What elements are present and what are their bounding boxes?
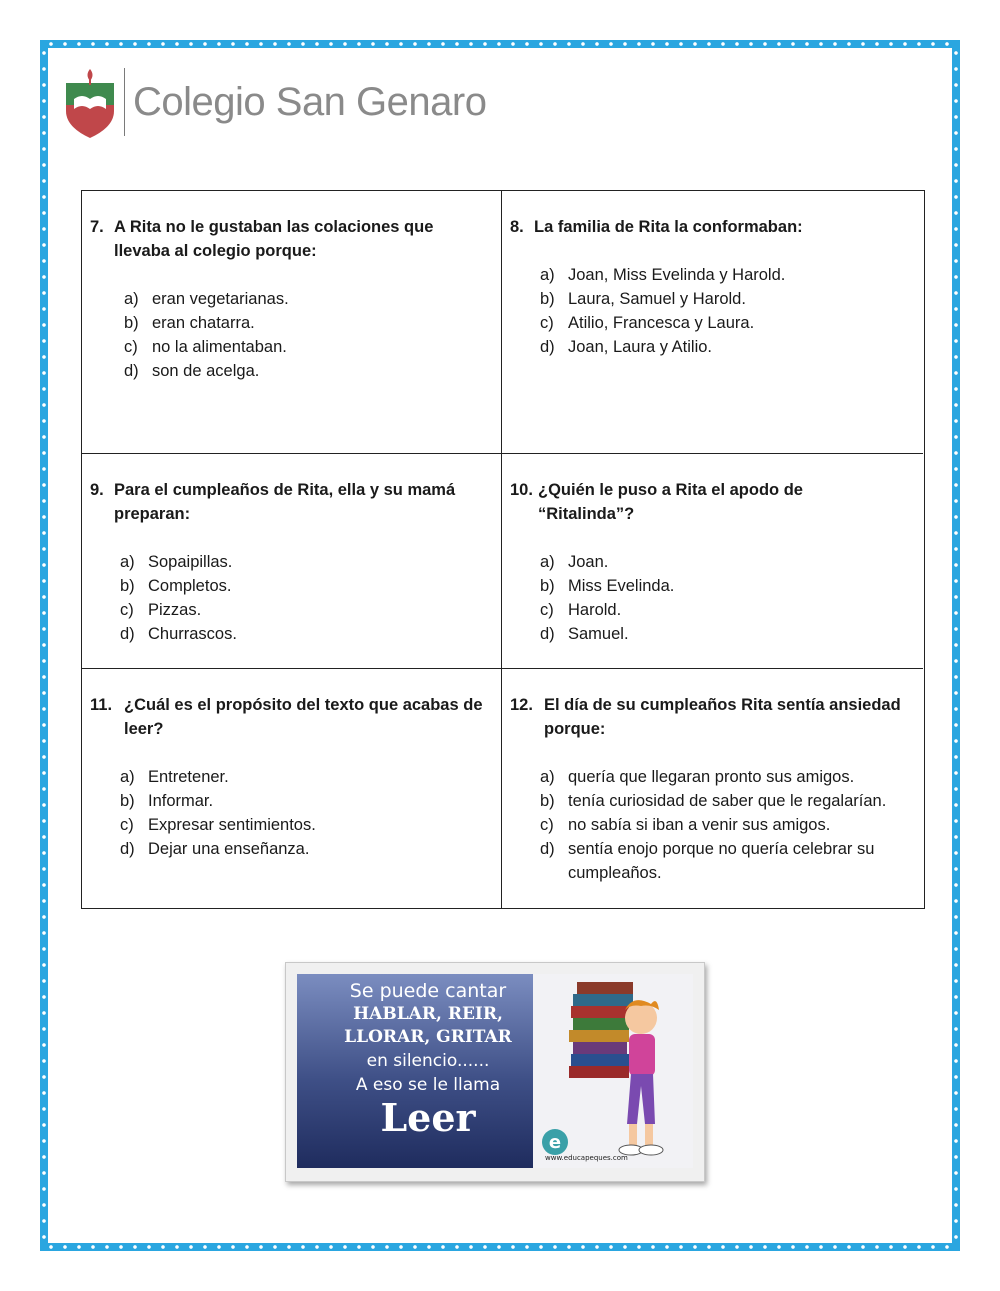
- answer-option[interactable]: [120, 598, 493, 622]
- svg-text:e: e: [548, 1132, 562, 1153]
- option-letter: c): [120, 601, 134, 619]
- questions-table: [81, 190, 925, 909]
- question-text: ¿Quién le puso a Rita el apodo de “Ritalinda”?: [538, 481, 803, 523]
- question-text: Para el cumpleaños de Rita, ella y su mamá preparan:: [114, 481, 456, 523]
- option-text: Dejar una enseñanza.: [148, 840, 310, 858]
- poster-line: Se puede cantar: [349, 980, 507, 1002]
- option-letter: c): [120, 816, 134, 834]
- option-text: Joan, Laura y Atilio.: [568, 338, 713, 356]
- option-letter: b): [540, 792, 555, 810]
- question-number: 12.: [510, 696, 533, 714]
- option-text: son de acelga.: [152, 362, 260, 380]
- answer-option[interactable]: [540, 550, 915, 574]
- answer-option[interactable]: [540, 263, 915, 287]
- question-number: 9.: [90, 481, 104, 499]
- option-text: Harold.: [568, 601, 622, 619]
- option-text: Sopaipillas.: [148, 553, 233, 571]
- option-text: Joan.: [568, 553, 609, 571]
- option-letter: a): [540, 553, 555, 571]
- logo-divider: [124, 68, 125, 136]
- school-logo: [64, 64, 486, 140]
- page-border-bottom: [40, 1243, 960, 1251]
- option-text: no la alimentaban.: [152, 338, 287, 356]
- option-letter: c): [124, 338, 138, 356]
- question-card-10: [502, 454, 923, 669]
- question-number: 7.: [90, 218, 104, 236]
- option-letter: d): [540, 625, 555, 643]
- answer-option[interactable]: [120, 622, 493, 646]
- option-letter: d): [540, 840, 555, 858]
- answer-option[interactable]: [540, 311, 915, 335]
- answer-option[interactable]: [540, 598, 915, 622]
- answer-options: [540, 765, 915, 885]
- option-text: Atilio, Francesca y Laura.: [568, 314, 755, 332]
- option-text: eran vegetarianas.: [152, 290, 289, 308]
- answer-option[interactable]: [124, 335, 493, 359]
- question-title: [90, 215, 493, 263]
- option-text: Completos.: [148, 577, 232, 595]
- question-text: ¿Cuál es el propósito del texto que acabas de leer?: [124, 696, 483, 738]
- option-text: Churrascos.: [148, 625, 237, 643]
- option-letter: b): [120, 792, 135, 810]
- question-number: 8.: [510, 218, 524, 236]
- option-letter: a): [124, 290, 139, 308]
- question-title: [510, 215, 915, 239]
- poster-line: LLORAR, GRITAR: [344, 1027, 512, 1047]
- page-border-right: [952, 40, 960, 1251]
- option-letter: a): [120, 768, 135, 786]
- option-letter: c): [540, 314, 554, 332]
- answer-option[interactable]: [540, 335, 915, 359]
- question-title: [510, 478, 915, 526]
- question-card-9: [82, 454, 502, 669]
- question-card-12: [502, 669, 923, 908]
- question-text: La familia de Rita la conformaban:: [534, 218, 803, 236]
- answer-options: [540, 550, 915, 646]
- option-text: Miss Evelinda.: [568, 577, 675, 595]
- option-letter: d): [124, 362, 139, 380]
- poster-title: Leer: [380, 1095, 476, 1140]
- option-text: Samuel.: [568, 625, 629, 643]
- poster-line: HABLAR, REIR,: [353, 1004, 503, 1024]
- option-letter: b): [124, 314, 139, 332]
- option-letter: a): [540, 266, 555, 284]
- option-letter: d): [540, 338, 555, 356]
- answer-option[interactable]: [120, 550, 493, 574]
- reading-poster: [285, 962, 705, 1182]
- answer-options: [124, 287, 493, 383]
- answer-option[interactable]: [540, 837, 915, 885]
- question-number: 11.: [90, 696, 113, 714]
- school-name: Colegio San Genaro: [133, 79, 487, 124]
- answer-option[interactable]: [120, 813, 493, 837]
- answer-option[interactable]: [124, 311, 493, 335]
- poster-text: [313, 980, 543, 1139]
- question-text: El día de su cumpleaños Rita sentía ansiedad porque:: [544, 696, 901, 738]
- answer-option[interactable]: [120, 789, 493, 813]
- answer-option[interactable]: [540, 789, 915, 813]
- option-letter: d): [120, 840, 135, 858]
- answer-option[interactable]: [540, 622, 915, 646]
- option-text: Laura, Samuel y Harold.: [568, 290, 746, 308]
- question-number: 10.: [510, 481, 533, 499]
- school-shield-icon: [64, 65, 116, 139]
- option-letter: a): [540, 768, 555, 786]
- answer-option[interactable]: [540, 574, 915, 598]
- answer-option[interactable]: [540, 813, 915, 837]
- option-letter: b): [540, 577, 555, 595]
- option-text: Joan, Miss Evelinda y Harold.: [568, 266, 786, 284]
- page-border-left: [40, 40, 48, 1251]
- question-text: A Rita no le gustaban las colaciones que llevaba al colegio porque:: [114, 218, 434, 260]
- question-card-8: [502, 191, 923, 454]
- kid-carrying-books-illustration: [533, 974, 693, 1168]
- question-title: [510, 693, 915, 741]
- poster-line: A eso se le llama: [355, 1075, 501, 1095]
- option-text: no sabía si iban a venir sus amigos.: [568, 816, 831, 834]
- answer-option[interactable]: [124, 287, 493, 311]
- option-text: Informar.: [148, 792, 214, 810]
- question-card-11: [82, 669, 502, 908]
- option-letter: b): [120, 577, 135, 595]
- poster-url: www.educapeques.com: [545, 1154, 628, 1162]
- answer-option[interactable]: [540, 287, 915, 311]
- option-text: Pizzas.: [148, 601, 202, 619]
- option-text: tenía curiosidad de saber que le regalarían.: [568, 792, 887, 810]
- option-text: eran chatarra.: [152, 314, 255, 332]
- question-title: [90, 693, 493, 741]
- answer-option[interactable]: [120, 837, 493, 861]
- option-letter: d): [120, 625, 135, 643]
- option-text: quería que llegaran pronto sus amigos.: [568, 768, 855, 786]
- option-letter: c): [540, 816, 554, 834]
- question-card-7: [82, 191, 502, 454]
- option-letter: a): [120, 553, 135, 571]
- poster-line: en silencio......: [366, 1051, 490, 1071]
- answer-options: [120, 765, 493, 861]
- option-text: Expresar sentimientos.: [148, 816, 316, 834]
- option-text: sentía enojo porque no quería celebrar su cumpleaños.: [568, 840, 875, 882]
- page-border-top: [40, 40, 960, 48]
- option-text: Entretener.: [148, 768, 229, 786]
- answer-option[interactable]: [120, 765, 493, 789]
- question-title: [90, 478, 493, 526]
- poster-background: [297, 974, 693, 1168]
- option-letter: b): [540, 290, 555, 308]
- answer-option[interactable]: [120, 574, 493, 598]
- answer-option[interactable]: [540, 765, 915, 789]
- answer-option[interactable]: [124, 359, 493, 383]
- option-letter: c): [540, 601, 554, 619]
- answer-options: [540, 263, 915, 359]
- answer-options: [120, 550, 493, 646]
